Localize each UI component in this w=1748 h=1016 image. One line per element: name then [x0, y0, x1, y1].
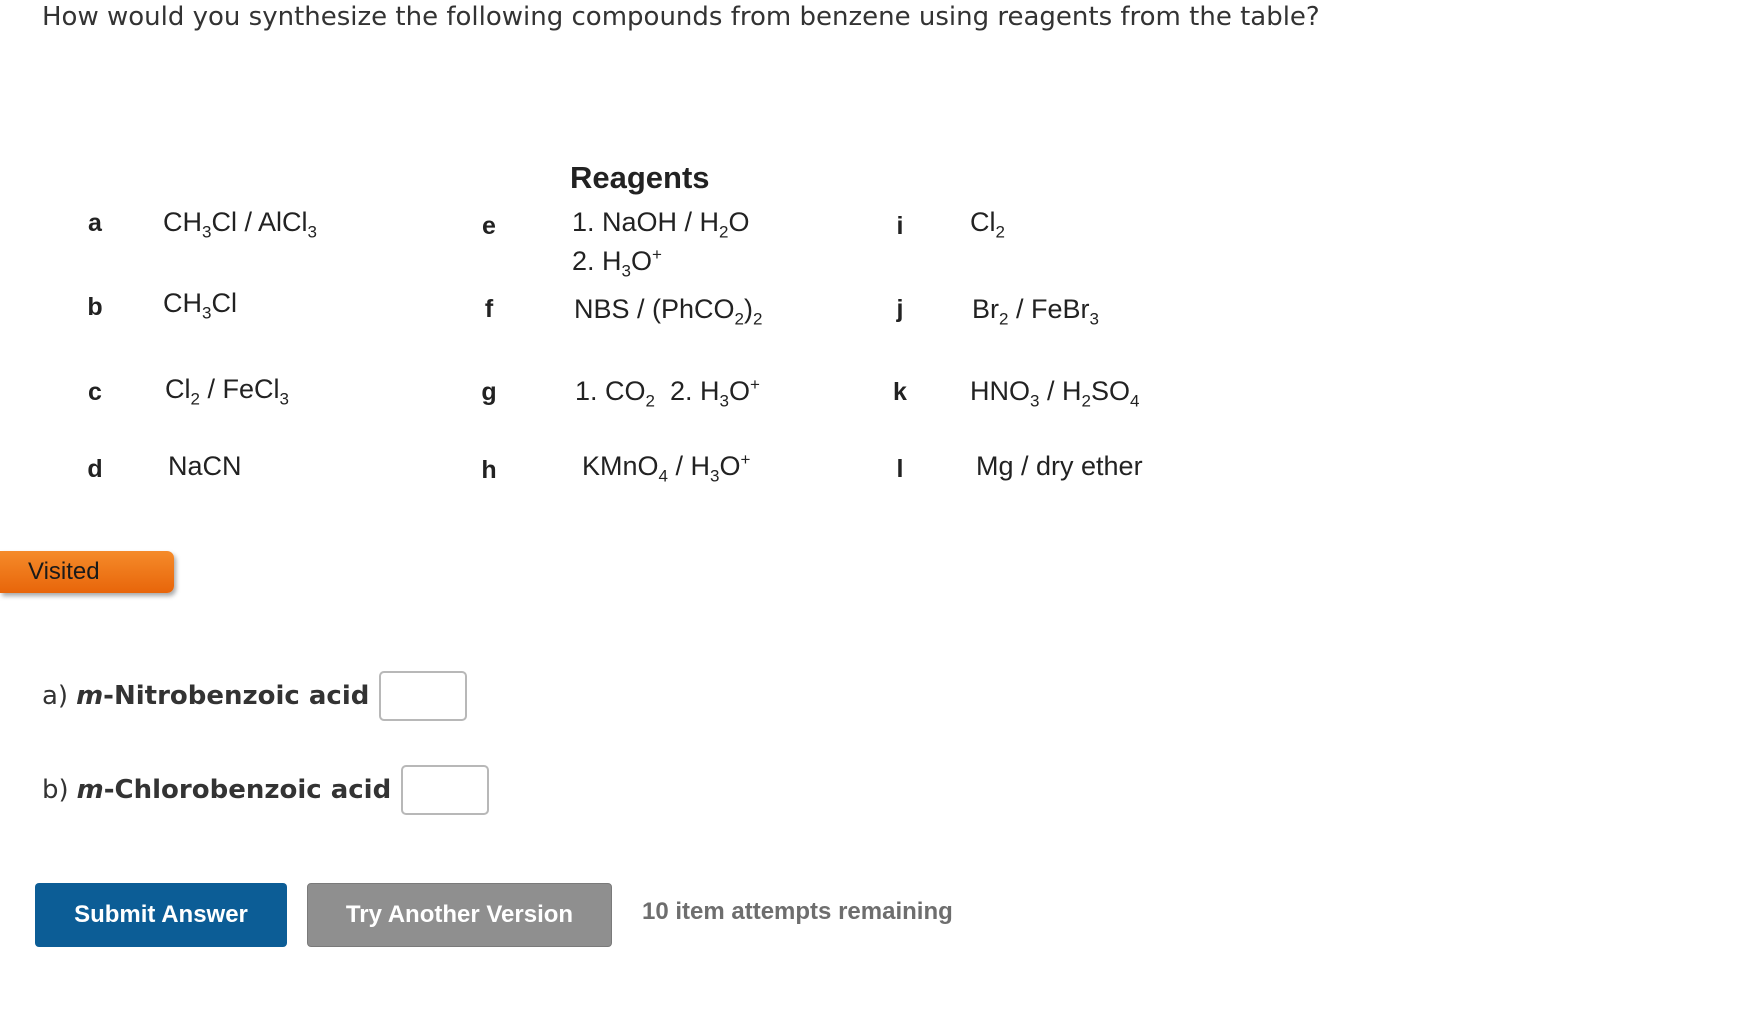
- reagent-letter: b: [87, 293, 103, 321]
- answer-prefix: b): [42, 775, 69, 805]
- reagent-item: NBS / $(PhCO_2)_2$: [574, 294, 763, 329]
- question-text: How would you synthesize the following compounds from benzene using reagents from the table?: [42, 2, 1320, 32]
- answer-input-b[interactable]: [401, 765, 489, 815]
- reagent-letter: j: [896, 295, 904, 323]
- reagent-letter: k: [893, 378, 907, 406]
- compound-name: m-Nitrobenzoic acid: [76, 681, 370, 711]
- reagent-item: $CH_3Cl$: [163, 288, 237, 323]
- compound-name: m-Chlorobenzoic acid: [76, 775, 392, 805]
- answer-row-b: [42, 765, 489, 815]
- reagent-table: [0, 150, 1200, 550]
- try-another-version-button[interactable]: Try Another Version: [307, 883, 612, 947]
- reagent-letter: g: [481, 378, 497, 406]
- answer-row-a: [42, 671, 467, 721]
- reagent-letter: h: [481, 456, 497, 484]
- answer-input-a[interactable]: [379, 671, 467, 721]
- reagent-item: 1. $CO_2$ 2. $H_3O^+$: [575, 375, 760, 411]
- reagent-item: $Cl_2$: [970, 207, 1005, 242]
- reagent-letter: i: [896, 212, 904, 240]
- reagent-item: 1. NaOH / $H_2O$ 2. $H_3O^+$: [572, 207, 750, 281]
- submit-answer-button[interactable]: Submit Answer: [35, 883, 287, 947]
- reagent-item: $CH_3Cl$ / AlCl$_3$: [163, 207, 317, 242]
- answer-prefix: a): [42, 681, 69, 711]
- reagent-item: KMnO$_4$ / $H_3O^+$: [582, 450, 751, 486]
- reagent-letter: a: [88, 209, 102, 237]
- reagents-title: Reagents: [570, 160, 710, 195]
- reagent-letter: l: [896, 455, 904, 483]
- reagent-letter: e: [482, 212, 496, 240]
- reagent-letter: f: [484, 295, 494, 323]
- reagent-letter: c: [88, 378, 102, 406]
- reagent-item: Mg / dry ether: [976, 451, 1143, 481]
- reagent-item: NaCN: [168, 451, 242, 481]
- visited-badge: Visited: [0, 551, 174, 593]
- reagent-item: $Br_2$ / FeBr$_3$: [972, 294, 1099, 329]
- reagent-item: $HNO_3 / H_2SO_4$: [970, 376, 1140, 411]
- reagent-item: $Cl_2$ / FeCl$_3$: [165, 374, 289, 409]
- reagent-letter: d: [87, 455, 103, 483]
- attempts-remaining: 10 item attempts remaining: [642, 898, 953, 925]
